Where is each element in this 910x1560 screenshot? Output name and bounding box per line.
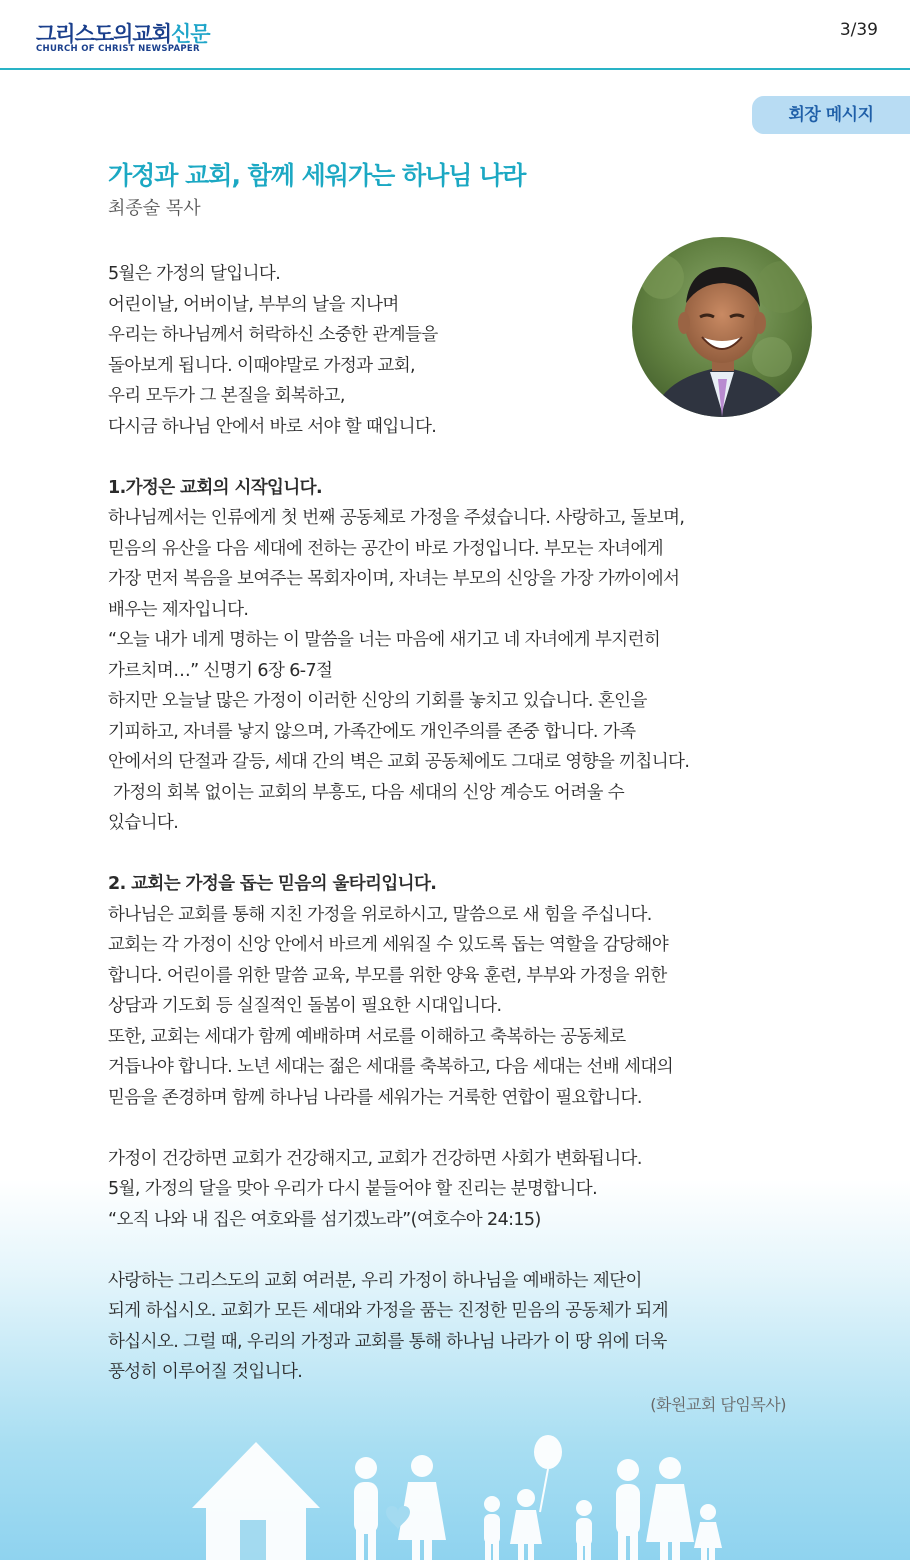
- text-line: 어린이날, 어버이날, 부부의 날을 지나며: [108, 294, 399, 315]
- article-author: 최종술 목사: [108, 198, 201, 219]
- text-line: 상담과 기도회 등 실질적인 돌봄이 필요한 시대입니다.: [108, 996, 502, 1016]
- logo-text-highlight: 신문: [171, 22, 210, 46]
- paragraph-gap: [108, 1113, 798, 1144]
- page-number: 3/39: [839, 20, 878, 40]
- text-line: 거듭나야 합니다. 노년 세대는 젊은 세대를 축복하고, 다음 세대는 선배 세대의: [108, 1057, 674, 1077]
- article-body: [108, 259, 798, 1388]
- text-line: 하지만 오늘날 많은 가정이 이러한 신앙의 기회를 놓치고 있습니다. 혼인을: [108, 691, 647, 711]
- closing-paragraph-2: [108, 1266, 798, 1388]
- page-header: [0, 0, 910, 70]
- section1-paragraph: [108, 503, 798, 839]
- section2-paragraph: [108, 900, 798, 1114]
- logo-english: CHURCH OF CHRIST NEWSPAPER: [36, 44, 200, 54]
- text-line: 교회는 각 가정이 신앙 안에서 바르게 세워질 수 있도록 돕는 역할을 감당해야: [108, 935, 669, 955]
- text-line: 하나님은 교회를 통해 지친 가정을 위로하시고, 말씀으로 새 힘을 주십니다.: [108, 904, 652, 925]
- closing-paragraph-1: [108, 1144, 798, 1236]
- text-line: 합니다. 어린이를 위한 말씀 교육, 부모를 위한 양육 훈련, 부부와 가정을 위한: [108, 965, 667, 986]
- text-line: 하십시오. 그럴 때, 우리의 가정과 교회를 통해 하나님 나라가 이 땅 위에 더욱: [108, 1331, 667, 1352]
- text-line: 믿음의 유산을 다음 세대에 전하는 공간이 바로 가정입니다. 부모는 자녀에게: [108, 538, 664, 559]
- paragraph-gap: [108, 839, 798, 870]
- text-line: 사랑하는 그리스도의 교회 여러분, 우리 가정이 하나님을 예배하는 제단이: [108, 1270, 642, 1291]
- text-line: 풍성히 이루어질 것입니다.: [108, 1362, 303, 1382]
- text-line: 5월은 가정의 달입니다.: [108, 264, 281, 284]
- paragraph-gap: [108, 442, 798, 473]
- text-line: 우리 모두가 그 본질을 회복하고,: [108, 386, 345, 406]
- section-tag: 회장 메시지: [752, 96, 910, 134]
- family-group-icon: [576, 1457, 722, 1560]
- family-house-illustration: [0, 1420, 910, 1560]
- author-signature: (화원교회 담임목사): [650, 1395, 786, 1414]
- paragraph-gap: [108, 1235, 798, 1266]
- section2-heading: 2. 교회는 가정을 돕는 믿음의 울타리입니다.: [108, 874, 437, 894]
- section1-heading: 1.가정은 교회의 시작입니다.: [108, 477, 323, 498]
- text-line: 가르치며…” 신명기 6장 6-7절: [108, 660, 333, 681]
- text-line: 또한, 교회는 세대가 함께 예배하며 서로를 이해하고 축복하는 공동체로: [108, 1026, 626, 1047]
- children-icon: [484, 1435, 562, 1560]
- text-line: 가장 먼저 복음을 보여주는 목회자이며, 자녀는 부모의 신앙을 가장 가까이에서: [108, 569, 680, 589]
- text-line: “오늘 내가 네게 명하는 이 말씀을 너는 마음에 새기고 네 자녀에게 부지런히: [108, 630, 661, 650]
- text-line: 있습니다.: [108, 813, 179, 833]
- text-line: 5월, 가정의 달을 맞아 우리가 다시 붙들어야 할 진리는 분명합니다.: [108, 1179, 598, 1199]
- text-line: 가정이 건강하면 교회가 건강해지고, 교회가 건강하면 사회가 변화됩니다.: [108, 1148, 642, 1169]
- couple-icon: [354, 1455, 446, 1560]
- text-line: 하나님께서는 인류에게 첫 번째 공동체로 가정을 주셨습니다. 사랑하고, 돌보며,: [108, 508, 685, 528]
- text-line: 돌아보게 됩니다. 이때야말로 가정과 교회,: [108, 355, 415, 376]
- text-line: 안에서의 단절과 갈등, 세대 간의 벽은 교회 공동체에도 그대로 영향을 끼칩니다.: [108, 752, 690, 772]
- logo-text-main: 그리스도의교회: [36, 22, 172, 46]
- text-line: “오직 나와 내 집은 여호와를 섬기겠노라”(여호수아 24:15): [108, 1209, 541, 1230]
- text-line: 되게 하십시오. 교회가 모든 세대와 가정을 품는 진정한 믿음의 공동체가 되게: [108, 1301, 669, 1321]
- text-line: 다시금 하나님 안에서 바로 서야 할 때입니다.: [108, 416, 437, 437]
- article-title: 가정과 교회, 함께 세워가는 하나님 나라: [108, 161, 526, 190]
- text-line: 믿음을 존경하며 함께 하나님 나라를 세워가는 거룩한 연합이 필요합니다.: [108, 1087, 642, 1108]
- intro-paragraph: [108, 259, 798, 442]
- text-line: 가정의 회복 없이는 교회의 부흥도, 다음 세대의 신앙 계승도 어려울 수: [108, 782, 625, 803]
- text-line: 배우는 제자입니다.: [108, 599, 249, 620]
- text-line: 우리는 하나님께서 허락하신 소중한 관계들을: [108, 325, 438, 345]
- text-line: 기피하고, 자녀를 낳지 않으며, 가족간에도 개인주의를 존중 합니다. 가족: [108, 721, 636, 742]
